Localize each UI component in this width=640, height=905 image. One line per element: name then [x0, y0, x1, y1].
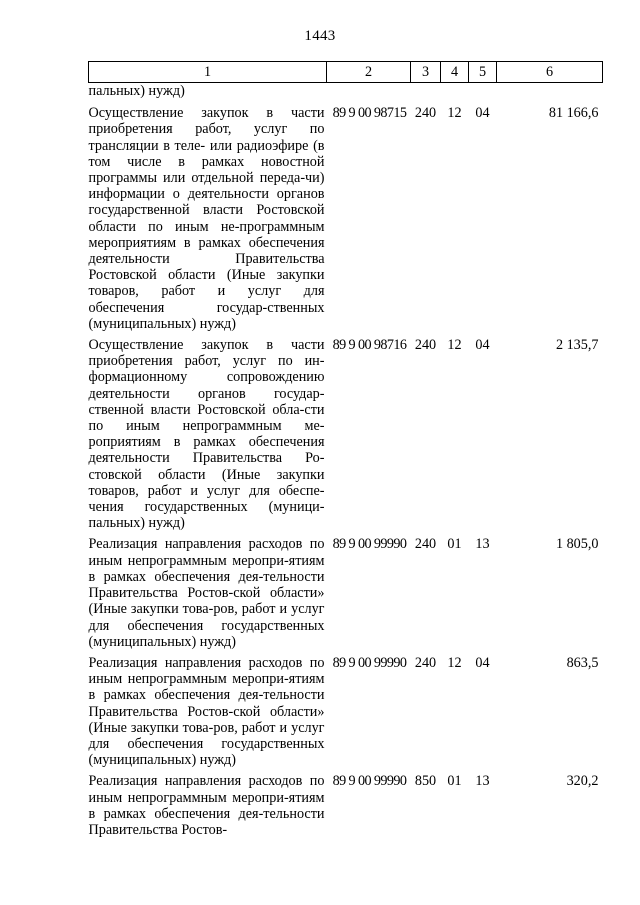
table-row-continuation	[89, 83, 603, 106]
row-section: 12	[447, 337, 462, 354]
row-name: Осуществление закупок в части приобретения работ, услуг по ин-формационному сопровождению деятельности органов государ-ственной власти Ростовской обла-сти по иным непрограммным ме-роприятиям в рамках обеспечения деятельности Правительства Ро-стовской области (Иные закупки товаров, работ и услуг для обеспе-чения государственных (муници-пальных) нужд)	[88, 337, 325, 532]
row-amount: 320,2	[566, 773, 599, 790]
table-row	[89, 337, 603, 536]
row-name: Реализация направления расходов по иным непрограммным меропри-ятиям в рамках обеспечения дея-тельности Правительства Ростов-ской области» (Иные закупки това-ров, работ и услуг для обеспечения государственных (муниципальных) нужд)	[88, 536, 325, 650]
table-header-row	[89, 62, 603, 83]
row-subsection: 13	[475, 773, 490, 790]
column-header-section: 4	[441, 62, 469, 83]
table-row	[89, 536, 603, 654]
row-amount: 1 805,0	[555, 536, 599, 553]
row-subsection: 04	[475, 337, 490, 354]
row-subsection: 04	[475, 105, 490, 122]
row-code: 89 9 00 99990	[332, 536, 407, 553]
row-section: 12	[447, 654, 462, 671]
column-header-code: 2	[327, 62, 411, 83]
column-header-subsection: 5	[469, 62, 497, 83]
row-name: Осуществление закупок в части приобретения работ, услуг по трансляции в теле- или радиоэфире (в том числе в рамках новостной программы или отдельной переда-чи) информации о деятельности органов государственной власти Ростовской области по иным не-программным мероприятиям в рамках обеспечения деятельности Правительства Ростовской области (Иные закупки товаров, работ и услуг для обеспечения государ-ственных (муниципальных) нужд)	[88, 105, 325, 332]
row-amount: 81 166,6	[548, 105, 599, 122]
column-header-amount: 6	[497, 62, 603, 83]
table-row	[89, 773, 603, 843]
table-row	[89, 655, 603, 773]
row-amount: 863,5	[566, 654, 599, 671]
row-amount: 2 135,7	[555, 337, 599, 354]
row-subsection: 13	[475, 536, 490, 553]
row-expense-type: 240	[414, 337, 437, 354]
column-header-expense-type: 3	[411, 62, 441, 83]
page-number: 1443	[304, 28, 336, 44]
row-section: 01	[447, 773, 462, 790]
continuation-text: пальных) нужд)	[88, 83, 185, 99]
row-name: Реализация направления расходов по иным непрограммным меропри-ятиям в рамках обеспечения дея-тельности Правительства Ростов-	[88, 773, 325, 838]
row-name: Реализация направления расходов по иным непрограммным меропри-ятиям в рамках обеспечения дея-тельности Правительства Ростов-ской области» (Иные закупки това-ров, работ и услуг для обеспечения государственных (муниципальных) нужд)	[88, 654, 325, 769]
column-header-name: 1	[89, 62, 327, 83]
row-expense-type: 850	[414, 773, 437, 790]
row-code: 89 9 00 99990	[332, 773, 407, 790]
row-expense-type: 240	[414, 536, 437, 553]
row-section: 01	[447, 536, 462, 553]
row-expense-type: 240	[414, 105, 437, 122]
row-code: 89 9 00 98716	[332, 337, 407, 354]
budget-table	[88, 61, 603, 843]
row-code: 89 9 00 99990	[332, 654, 407, 671]
table-row	[89, 105, 603, 337]
row-subsection: 04	[475, 654, 490, 671]
row-section: 12	[447, 105, 462, 122]
row-code: 89 9 00 98715	[332, 105, 407, 122]
row-expense-type: 240	[414, 654, 437, 671]
